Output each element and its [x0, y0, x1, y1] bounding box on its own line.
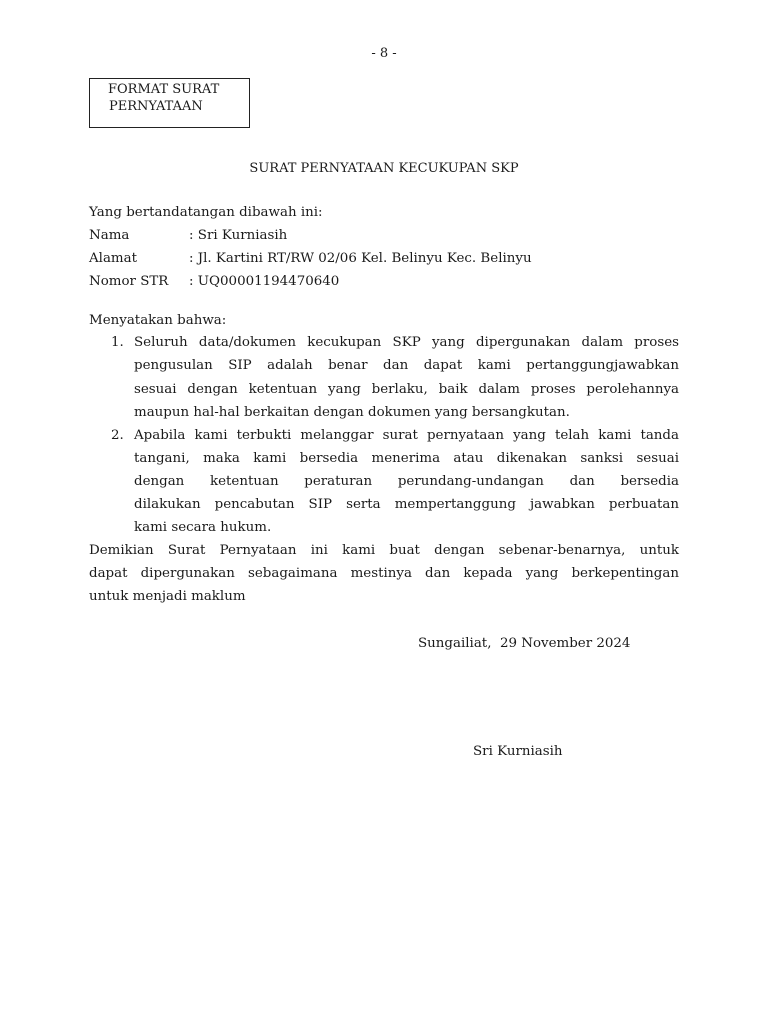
- field-value: : UQ00001194470640: [189, 274, 340, 289]
- list-item-line: maupun hal-hal berkaitan dengan dokumen yang bersangkutan.: [134, 405, 570, 420]
- document-title: SURAT PERNYATAAN KECUKUPAN SKP: [249, 161, 519, 176]
- field-row-alamat: [89, 251, 689, 266]
- field-row-nama: [89, 228, 689, 243]
- field-label: Nama: [89, 228, 130, 243]
- format-label-line-2: PERNYATAAN: [109, 99, 203, 114]
- list-item-line: dilakukan pencabutan SIP serta mempertanggung jawabkan perbuatan: [134, 497, 679, 512]
- format-label-line-1: FORMAT SURAT: [108, 82, 220, 97]
- format-label-box: [89, 78, 250, 128]
- list-item-line: dengan ketentuan peraturan perundang-undangan dan bersedia: [134, 474, 679, 489]
- list-item-line: sesuai dengan ketentuan yang berlaku, baik dalam proses perolehannya: [134, 382, 679, 397]
- list-item-line: Apabila kami terbukti melanggar surat pernyataan yang telah kami tanda: [134, 428, 679, 443]
- statement-intro: Menyatakan bahwa:: [89, 313, 227, 328]
- list-item-line: tangani, maka kami bersedia menerima atau dikenakan sanksi sesuai: [134, 451, 679, 466]
- field-label: Alamat: [89, 251, 137, 266]
- list-item-line: kami secara hukum.: [134, 520, 272, 535]
- closing-line: untuk menjadi maklum: [89, 589, 246, 604]
- list-item-number: 1.: [111, 335, 124, 350]
- closing-line: Demikian Surat Pernyataan ini kami buat dengan sebenar-benarnya, untuk: [89, 543, 679, 558]
- list-item-line: pengusulan SIP adalah benar dan dapat kami pertanggungjawabkan: [134, 358, 679, 373]
- page-number: - 8 -: [371, 46, 397, 61]
- field-label: Nomor STR: [89, 274, 169, 289]
- place-and-date: Sungailiat, 29 November 2024: [418, 636, 631, 651]
- field-value: : Sri Kurniasih: [189, 228, 288, 243]
- intro-text: Yang bertandatangan dibawah ini:: [89, 205, 323, 220]
- list-item-number: 2.: [111, 428, 124, 443]
- closing-line: dapat dipergunakan sebagaimana mestinya dan kepada yang berkepentingan: [89, 566, 679, 581]
- signer-name: Sri Kurniasih: [473, 744, 563, 759]
- field-value: : Jl. Kartini RT/RW 02/06 Kel. Belinyu Kec. Belinyu: [189, 251, 532, 266]
- field-row-nomor-str: [89, 274, 689, 289]
- list-item-line: Seluruh data/dokumen kecukupan SKP yang dipergunakan dalam proses: [134, 335, 679, 350]
